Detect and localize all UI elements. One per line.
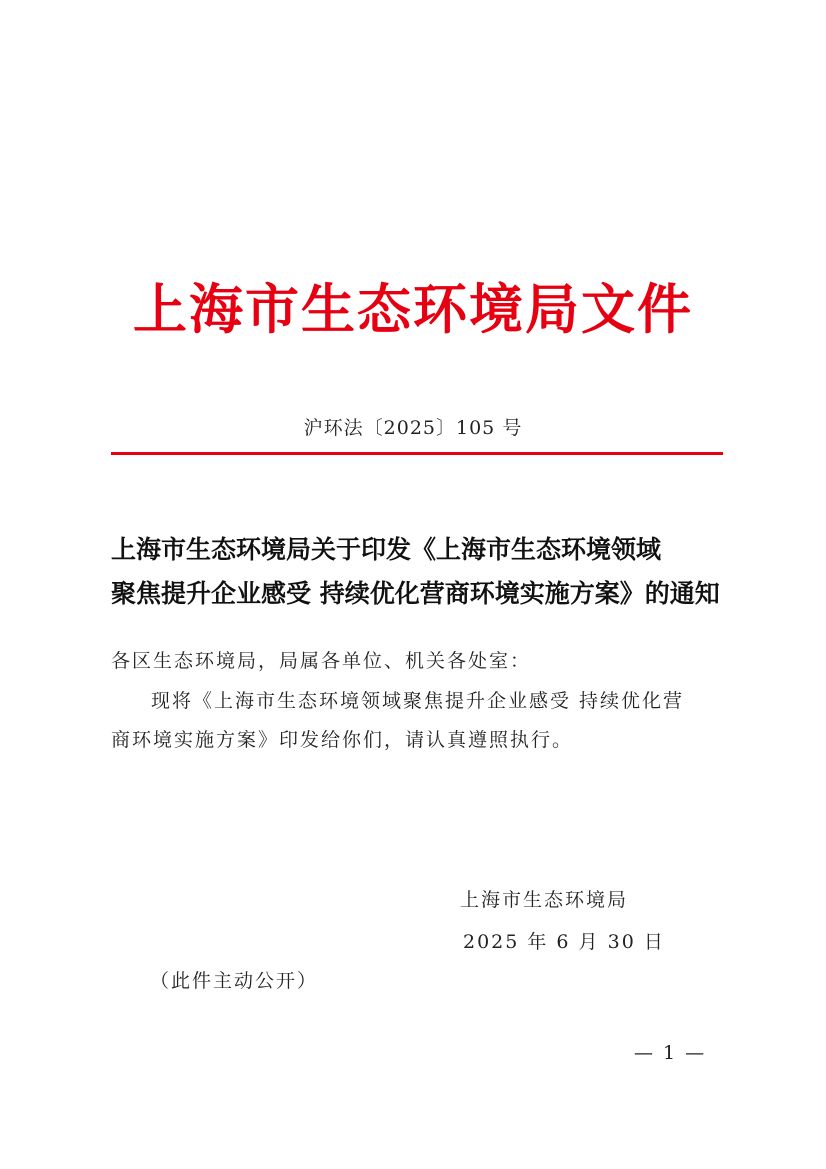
body-line-2: 商环境实施方案》印发给你们，请认真遵照执行。 (111, 729, 574, 751)
issuer-signature: 上海市生态环境局 (460, 889, 629, 911)
recipients-line: 各区生态环境局，局属各单位、机关各处室： (111, 650, 532, 672)
document-number: 沪环法〔2025〕105 号 (303, 417, 523, 439)
issue-date: 2025 年 6 月 30 日 (463, 931, 665, 953)
body-line-1: 现将《上海市生态环境领域聚焦提升企业感受 持续优化营 (151, 690, 685, 712)
page-number: — 1 — (634, 1042, 707, 1064)
notice-title-line-2: 聚焦提升企业感受 持续优化营商环境实施方案》的通知 (111, 579, 720, 608)
document-header-title: 上海市生态环境局文件 (133, 277, 693, 341)
notice-title (111, 528, 731, 616)
body-paragraph (111, 682, 723, 760)
notice-title-line-1: 上海市生态环境局关于印发《上海市生态环境领域 (111, 535, 662, 564)
disclosure-note: （此件主动公开） (150, 970, 319, 992)
red-separator-line (111, 452, 723, 455)
